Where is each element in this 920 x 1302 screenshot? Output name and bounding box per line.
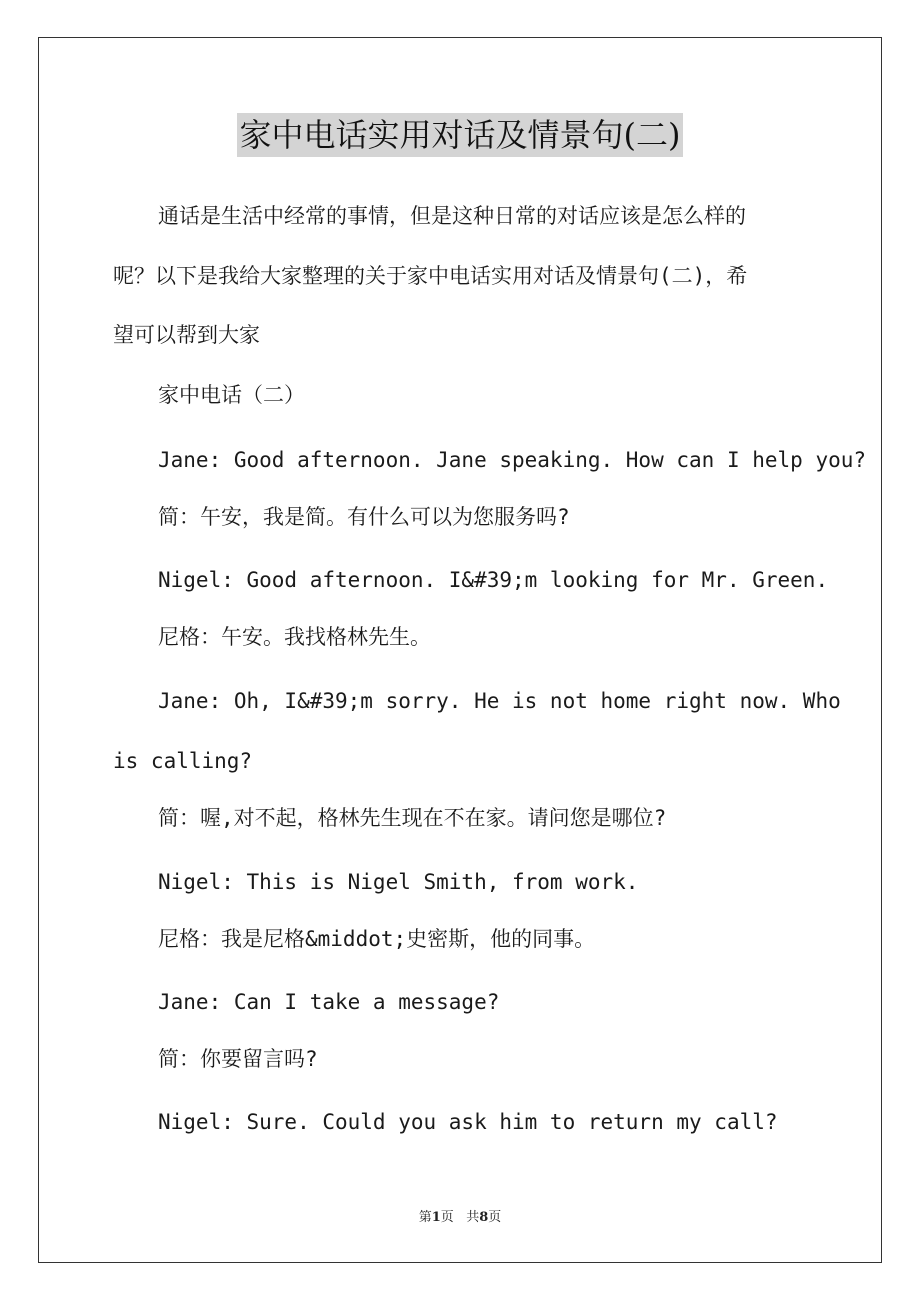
dialogue-line-english: Jane: Good afternoon. Jane speaking. How can I help you? [158, 448, 867, 472]
page-footer [0, 1206, 920, 1225]
page-mid: 页 共 [440, 1210, 480, 1225]
dialogue-line-english: Jane: Can I take a message? [158, 990, 500, 1014]
dialogue-line-english-continued: is calling? [113, 749, 253, 773]
dialogue-line-english: Nigel: This is Nigel Smith, from work. [158, 870, 639, 894]
page-suffix: 页 [488, 1210, 502, 1225]
paragraph-line: 望可以帮到大家 [113, 323, 260, 347]
page-current: 1 [431, 1210, 441, 1225]
paragraph-line: 呢？以下是我给大家整理的关于家中电话实用对话及情景句(二)，希 [113, 264, 748, 288]
section-heading: 家中电话（二） [158, 383, 305, 407]
paragraph-line: 通话是生活中经常的事情，但是这种日常的对话应该是怎么样的 [158, 204, 746, 228]
dialogue-line-chinese: 简：你要留言吗? [158, 1047, 318, 1071]
dialogue-line-english: Nigel: Sure. Could you ask him to return my call? [158, 1110, 778, 1134]
page-prefix: 第 [418, 1210, 432, 1225]
page-total: 8 [479, 1210, 489, 1225]
dialogue-line-chinese: 简：喔,对不起，格林先生现在不在家。请问您是哪位? [158, 806, 667, 830]
dialogue-line-chinese: 尼格：我是尼格&middot;史密斯，他的同事。 [158, 927, 596, 951]
dialogue-line-english: Nigel: Good afternoon. I&#39;m looking for Mr. Green. [158, 568, 829, 592]
dialogue-line-english: Jane: Oh, I&#39;m sorry. He is not home right now. Who [158, 689, 841, 713]
dialogue-line-chinese: 尼格：午安。我找格林先生。 [158, 625, 431, 649]
document-title: 家中电话实用对话及情景句(二) [237, 113, 684, 157]
title-container [0, 113, 920, 157]
dialogue-line-chinese: 简：午安，我是简。有什么可以为您服务吗? [158, 505, 570, 529]
